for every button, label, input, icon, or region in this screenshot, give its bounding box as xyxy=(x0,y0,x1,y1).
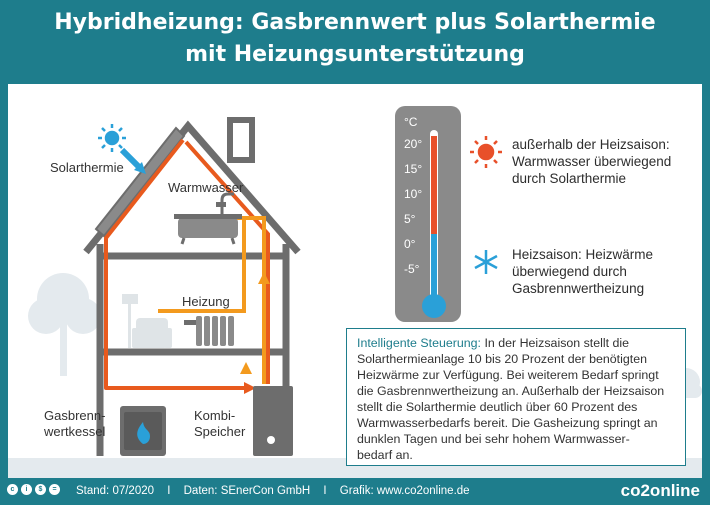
tick-label: -5° xyxy=(404,262,420,276)
label-warmwasser: Warmwasser xyxy=(168,180,244,195)
title-line-1: Hybridheizung: Gasbrennwert plus Solarthermie xyxy=(54,10,656,35)
chimney xyxy=(230,120,252,160)
thermometer-unit: °C xyxy=(404,115,418,129)
brand-logo: co2online xyxy=(620,481,700,500)
title-line-2: mit Heizungsunterstützung xyxy=(185,42,525,67)
license-icons xyxy=(7,484,60,495)
tick-label: 20° xyxy=(404,137,423,151)
tick-label: 0° xyxy=(404,237,416,251)
sun-ray-arrow xyxy=(122,150,140,168)
bathtub-icon xyxy=(174,194,242,244)
by-icon: i xyxy=(21,484,32,495)
armchair-icon xyxy=(122,294,172,348)
diagram-panel xyxy=(8,84,702,478)
tick-label: 10° xyxy=(404,187,423,201)
storage-tank-icon xyxy=(253,386,293,456)
label-solarthermie: Solarthermie xyxy=(50,160,124,175)
info-heading: Intelligente Steuerung: xyxy=(357,336,481,350)
sun-icon xyxy=(98,124,126,152)
tick-label: 15° xyxy=(404,162,423,176)
label-gasbrenn: Gasbrenn- wertkessel xyxy=(44,408,106,439)
summer-sun-icon xyxy=(470,136,502,168)
label-heizung: Heizung xyxy=(182,294,230,309)
footer xyxy=(0,478,710,505)
legend-summer: außerhalb der Heizsaison: Warmwasser überwiegend durch Solarthermie xyxy=(512,137,672,186)
nc-icon: $ xyxy=(35,484,46,495)
page-title xyxy=(0,0,710,82)
nd-icon: = xyxy=(49,484,60,495)
tick-label: 5° xyxy=(404,212,416,226)
cc-icon: c xyxy=(7,484,18,495)
label-kombi-speicher: Kombi- Speicher xyxy=(194,408,246,439)
snowflake-icon xyxy=(475,250,497,274)
radiator-icon xyxy=(184,316,234,346)
gas-boiler-icon xyxy=(120,406,166,456)
legend-winter: Heizsaison: Heizwärme überwiegend durch Gasbrennwertheizung xyxy=(512,247,654,296)
info-box: Intelligente Steuerung: In der Heizsaison stellt die Solarthermieanlage 10 bis 20 Prozent der benötigten Heizwärme zur Verfügung. Bei weiterem Bedarf springt die Gasbrennwertheizung an. Außerhalb der Heizsaison stellt die Solarthermie deutlich über 60 Prozent des Warmwasserbedarfs bereit. Die Gasheizung springt an dunklen Tagen und bei sehr hohem Warmwasser- bedarf an. xyxy=(346,328,686,466)
footer-credits: Stand: 07/2020 I Daten: SEnerCon GmbH I Grafik: www.co2online.de xyxy=(76,485,470,497)
